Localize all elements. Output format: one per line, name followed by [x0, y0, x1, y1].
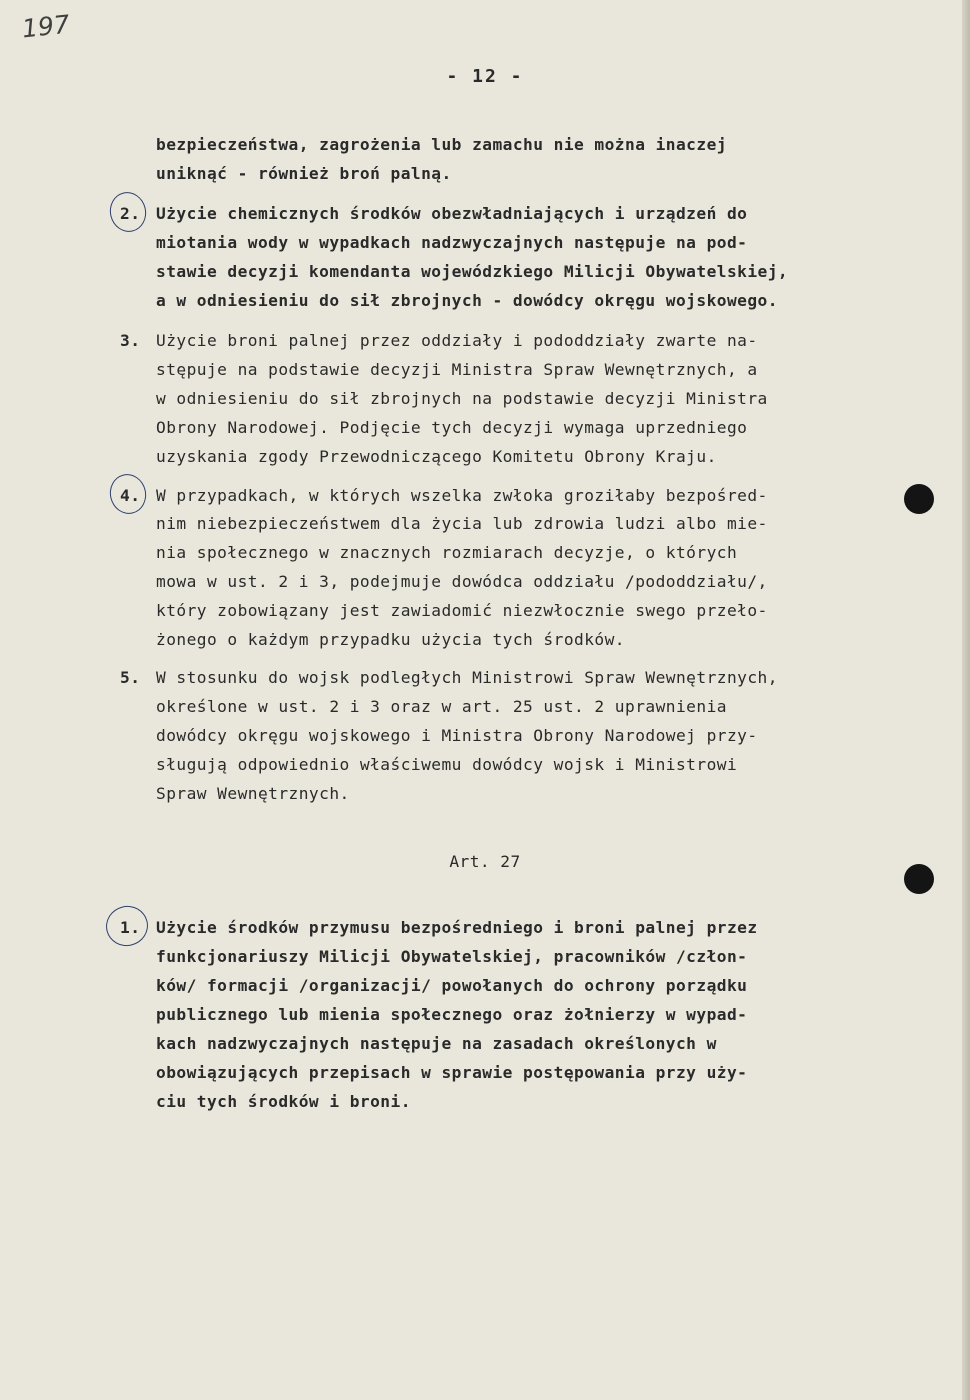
paragraph-number: 2. [120, 204, 141, 223]
paragraph-2-line: miotania wody w wypadkach nadzwyczajnych następuje na pod- [156, 233, 748, 252]
paragraph-2-line: a w odniesieniu do sił zbrojnych - dowódcy okręgu wojskowego. [156, 291, 778, 310]
paragraph-number: 1. [120, 918, 141, 937]
paragraph-3-line: Użycie broni palnej przez oddziały i pododdziały zwarte na- [156, 331, 758, 350]
paragraph-5-line: określone w ust. 2 i 3 oraz w art. 25 ust. 2 uprawnienia [156, 697, 727, 716]
paragraph-3-line: stępuje na podstawie decyzji Ministra Spraw Wewnętrznych, a [156, 360, 758, 379]
paragraph-5-line: dowódcy okręgu wojskowego i Ministra Obrony Narodowej przy- [156, 726, 758, 745]
paragraph-4-line: nia społecznego w znacznych rozmiarach decyzje, o których [156, 543, 738, 562]
punch-hole [904, 484, 934, 514]
handwritten-archive-number: 197 [20, 9, 72, 44]
paragraph-4-line: W przypadkach, w których wszelka zwłoka groziłaby bezpośred- [156, 486, 768, 505]
punch-hole [904, 864, 934, 894]
paragraph-3-line: w odniesieniu do sił zbrojnych na podstawie decyzji Ministra [156, 389, 768, 408]
art27-paragraph-1-line: ciu tych środków i broni. [156, 1092, 411, 1111]
art27-paragraph-1-line: ków/ formacji /organizacji/ powołanych do ochrony porządku [156, 976, 748, 995]
art27-paragraph-1-line: funkcjonariuszy Milicji Obywatelskiej, pracowników /człon- [156, 947, 748, 966]
paragraph-4-line: żonego o każdym przypadku użycia tych środków. [156, 630, 626, 649]
art27-paragraph-1-line: Użycie środków przymusu bezpośredniego i broni palnej przez [156, 918, 758, 937]
paragraph-5-line: sługują odpowiednio właściwemu dowódcy wojsk i Ministrowi [156, 755, 738, 774]
page-number: - 12 - [446, 66, 524, 87]
fragment-line: uniknąć - również broń palną. [156, 164, 452, 183]
page-edge [962, 0, 970, 1400]
paragraph-2-line: Użycie chemicznych środków obezwładniających i urządzeń do [156, 204, 748, 223]
paragraph-4-line: mowa w ust. 2 i 3, podejmuje dowódca oddziału /pododdziału/, [156, 572, 768, 591]
art27-paragraph-1-line: kach nadzwyczajnych następuje na zasadach określonych w [156, 1034, 717, 1053]
paragraph-4-line: który zobowiązany jest zawiadomić niezwłocznie swego przeło- [156, 601, 768, 620]
article-heading: Art. 27 [449, 852, 521, 871]
paragraph-number: 4. [120, 486, 141, 505]
paragraph-4-line: nim niebezpieczeństwem dla życia lub zdrowia ludzi albo mie- [156, 514, 768, 533]
paragraph-number: 3. [120, 331, 141, 350]
paragraph-number: 5. [120, 668, 141, 687]
fragment-line: bezpieczeństwa, zagrożenia lub zamachu nie można inaczej [156, 135, 727, 154]
art27-paragraph-1-line: obowiązujących przepisach w sprawie postępowania przy uży- [156, 1063, 748, 1082]
paragraph-2-line: stawie decyzji komendanta wojewódzkiego Milicji Obywatelskiej, [156, 262, 789, 281]
paragraph-5-line: W stosunku do wojsk podległych Ministrowi Spraw Wewnętrznych, [156, 668, 778, 687]
art27-paragraph-1-line: publicznego lub mienia społecznego oraz żołnierzy w wypad- [156, 1005, 748, 1024]
paragraph-3-line: uzyskania zgody Przewodniczącego Komitetu Obrony Kraju. [156, 447, 717, 466]
paragraph-3-line: Obrony Narodowej. Podjęcie tych decyzji wymaga uprzedniego [156, 418, 748, 437]
paragraph-5-line: Spraw Wewnętrznych. [156, 784, 350, 803]
